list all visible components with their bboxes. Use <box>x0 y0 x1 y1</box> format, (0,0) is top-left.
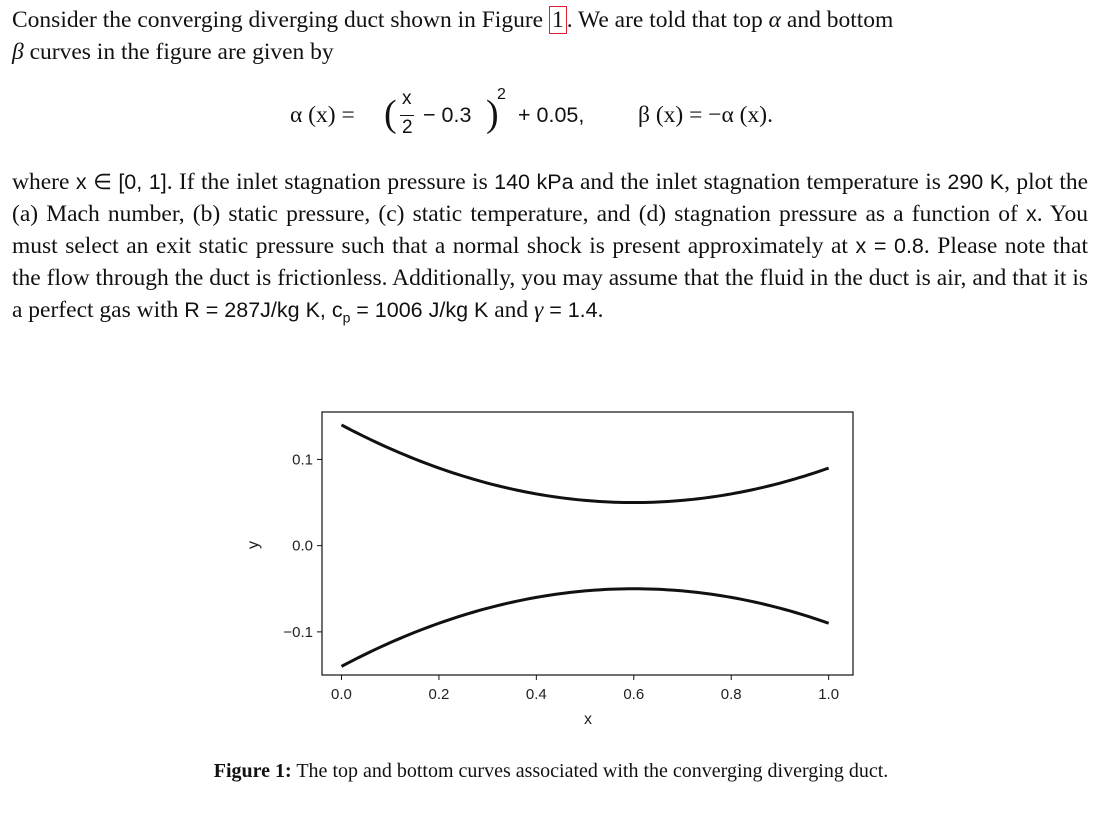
eq-plus-const: + 0.05, <box>518 103 585 127</box>
duct-curves <box>341 425 828 666</box>
beta-symbol: β <box>12 39 24 65</box>
body-x-var: x <box>1025 202 1037 226</box>
body-where: where <box>12 169 70 195</box>
eq-paren-close: ) <box>486 93 499 135</box>
body-domain: x ∈ [0, 1] <box>75 170 167 194</box>
x-tick-label: 0.6 <box>623 686 645 703</box>
top-alpha-curve <box>341 425 828 503</box>
alpha-symbol: α <box>768 7 782 33</box>
x-axis-label: x <box>584 711 592 728</box>
eq-minus-const: − 0.3 <box>423 103 472 127</box>
x-tick-label: 0.0 <box>331 686 352 703</box>
intro-text-b: . We are told that top <box>566 7 763 33</box>
eq-frac-num: x <box>402 88 412 109</box>
eq-frac-den: 2 <box>402 117 413 138</box>
x-tick-label: 0.4 <box>525 686 547 703</box>
y-axis-label: y <box>245 541 262 549</box>
caption-label: Figure 1: <box>213 760 292 782</box>
eq-alpha-lhs: α (x) = <box>290 102 355 128</box>
body-gamma-val: = 1.4 <box>549 298 598 322</box>
eq-frac-bar <box>400 115 414 116</box>
figure-caption <box>0 760 1102 783</box>
body-t0: 290 K <box>947 170 1005 194</box>
intro-paragraph <box>12 4 1088 68</box>
y-tick-label: 0.1 <box>292 451 313 469</box>
x-tick-label: 0.2 <box>428 686 450 703</box>
body-s2: and the inlet stagnation temperature is <box>580 169 941 195</box>
intro-text-d: curves in the figure are given by <box>29 39 334 65</box>
figure-ref-link[interactable]: 1 <box>549 6 567 34</box>
x-tick-label: 1.0 <box>818 686 840 703</box>
body-p0: 140 kPa <box>494 170 574 194</box>
intro-text-c: and bottom <box>786 7 894 33</box>
eq-beta-def: β (x) = −α (x). <box>638 102 773 128</box>
body-period: . <box>597 297 604 323</box>
y-tick-label: −0.1 <box>283 623 313 641</box>
body-gamma: γ <box>534 297 544 323</box>
y-tick-label: 0.0 <box>292 537 313 555</box>
caption-text: The top and bottom curves associated with the converging diverging duct. <box>296 760 889 782</box>
body-gas-cp: = 1006 J/kg K <box>356 298 489 322</box>
body-and: and <box>494 297 529 323</box>
body-s3: , plot the (a) Mach number, (b) static pressure, (c) static temperature, and (d) stagnation pressure as a function of <box>12 169 1089 227</box>
eq-paren-open: ( <box>384 93 397 135</box>
y-axis <box>283 451 322 640</box>
body-s1: . If the inlet stagnation pressure is <box>166 169 488 195</box>
body-s5: . Please note that the flow through the duct is frictionless. Additionally, you may assume that the fluid in the duct is air, and that it is a perfect gas with <box>12 233 1088 323</box>
body-shock-loc: x = 0.8 <box>855 234 924 258</box>
body-gas-r: R = 287J/kg K, c <box>184 298 343 322</box>
plot-frame <box>322 412 853 675</box>
x-axis <box>331 675 839 703</box>
curve-equation <box>290 88 850 148</box>
body-s4: . You must select an exit static pressure such that a normal shock is present approximately at <box>12 201 1088 259</box>
bottom-beta-curve <box>341 589 828 667</box>
x-tick-label: 0.8 <box>720 686 742 703</box>
intro-text-a: Consider the converging diverging duct shown in Figure <box>12 7 544 33</box>
body-cp-sub: p <box>342 309 351 326</box>
duct-figure <box>0 400 1102 740</box>
eq-exponent: 2 <box>497 86 506 103</box>
problem-paragraph <box>12 166 1088 334</box>
